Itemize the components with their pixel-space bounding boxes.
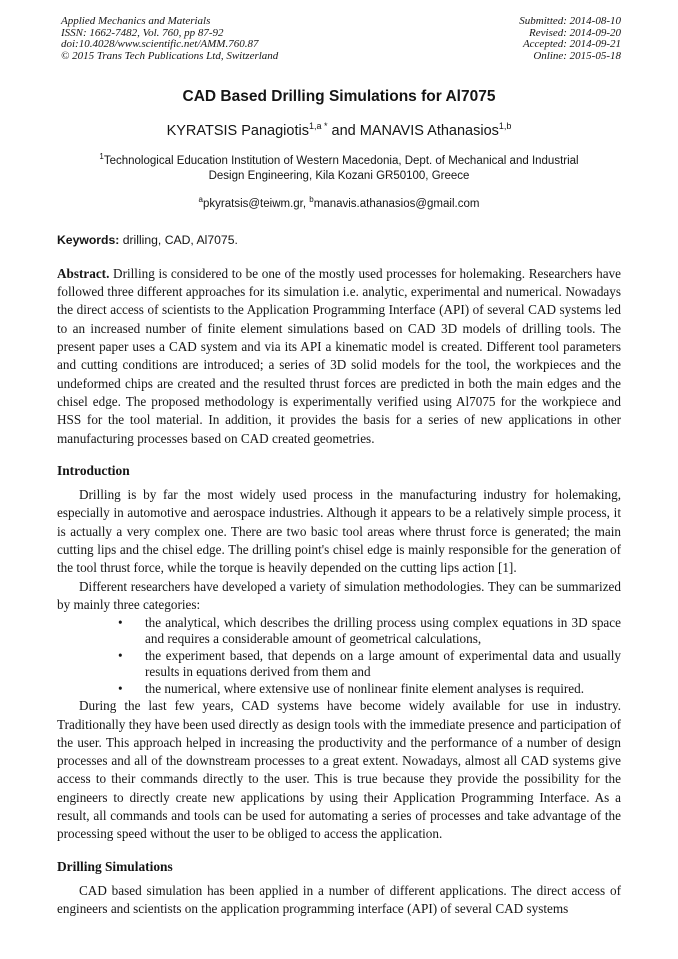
paper-title: CAD Based Drilling Simulations for Al7075 <box>182 88 496 106</box>
introduction-paragraph-2: Different researchers have developed a variety of simulation methodologies. They can be summarized by mainly three categories: <box>57 578 621 612</box>
bullet-text-experiment: the experiment based, that depends on a large amount of experimental data and usually results in equations derived from them and <box>145 648 621 680</box>
author-1: KYRATSIS Panagiotis <box>166 123 309 140</box>
affiliation <box>57 149 621 184</box>
journal-copyright: © 2015 Trans Tech Publications Ltd, Switzerland <box>61 49 279 62</box>
email-a: pkyratsis@teiwm.gr, <box>203 197 307 210</box>
introduction-heading: Introduction <box>57 462 130 478</box>
bullet-text-analytical: the analytical, which describes the drilling process using complex equations in 3D space and requires a considerable amount of geometrical calculations, <box>145 615 621 647</box>
affiliation-superscript: 1 <box>99 152 104 162</box>
date-accepted: Accepted: 2014-09-21 <box>522 38 621 51</box>
affiliation-line-2: Design Engineering, Kila Kozani GR50100, Greece <box>208 170 470 183</box>
journal-header-right <box>519 16 621 62</box>
journal-header <box>61 16 621 62</box>
simulation-categories-list <box>57 615 621 697</box>
authors-line <box>57 117 621 140</box>
bullet-icon: • <box>118 681 123 697</box>
author-emails <box>57 192 621 212</box>
journal-header-left <box>61 16 278 62</box>
date-online: Online: 2015-05-18 <box>533 49 621 62</box>
author-1-superscript: 1,a * <box>308 121 328 132</box>
email-b-superscript: b <box>309 195 314 205</box>
introduction-paragraph-1: Drilling is by far the most widely used process in the manufacturing industry for holemaking, especially in automotive and aerospace industries. Although it appears to be a relatively simple process, it is actually a very complex one. There are two basic tool areas where thrust force is generated; the main cutting lips and the chisel edge. The drilling point's chisel edge is mainly responsible for the generation of the tool thrust force, while the torque is heavily depended on the cutting lips action [1]. <box>57 487 621 576</box>
bullet-item-experiment <box>118 648 621 680</box>
abstract <box>57 265 621 448</box>
journal-title: Applied Mechanics and Materials <box>61 15 211 27</box>
drilling-simulations-paragraph-1: CAD based simulation has been applied in a number of different applications. The direct access of engineers and scientists on the application programming interface (API) of several CAD systems <box>57 882 621 917</box>
email-a-superscript: a <box>198 195 203 205</box>
bullet-icon: • <box>118 648 123 664</box>
bullet-item-analytical <box>118 615 621 647</box>
keywords-line <box>57 233 621 248</box>
affiliation-line-1: Technological Education Institution of Western Macedonia, Dept. of Mechanical and Industrial <box>103 155 579 168</box>
bullet-item-numerical <box>118 681 621 697</box>
journal-issn: ISSN: 1662-7482, Vol. 760, pp 87-92 <box>61 26 224 39</box>
introduction-paragraph-3: During the last few years, CAD systems have become widely available for use in industry. Traditionally they have been used directly as design tools with the immediate presence and participation of the user. This approach helped in increasing the productivity and the performance of a number of design processes and all of the downstream processes to a great extent. Nowadays, almost all CAD systems give access to their commands directly to the user. This is true because they provide the possibility for the engineers to directly create new applications by using their Application Programming Interface. As a result, all commands and tools can be used for automating a series of processes and take advantage of the processing speed without the user to be obliged to access the application. <box>57 698 621 842</box>
bullet-text-numerical: the numerical, where extensive use of nonlinear finite element analyses is required. <box>145 681 585 697</box>
drilling-simulations-heading: Drilling Simulations <box>57 858 173 874</box>
author-2-superscript: 1,b <box>498 121 512 132</box>
date-submitted: Submitted: 2014-08-10 <box>519 15 621 27</box>
bullet-icon: • <box>118 615 123 631</box>
author-2: MANAVIS Athanasios <box>359 123 499 140</box>
keywords-value: drilling, CAD, Al7075. <box>122 232 238 247</box>
keywords-label: Keywords: <box>57 232 120 247</box>
journal-doi: doi:10.4028/www.scientific.net/AMM.760.87 <box>61 38 259 51</box>
date-revised: Revised: 2014-09-20 <box>529 26 621 39</box>
email-b: manavis.athanasios@gmail.com <box>313 197 480 210</box>
abstract-label: Abstract. <box>57 265 110 281</box>
authors-connector: and <box>327 123 360 140</box>
abstract-text: Drilling is considered to be one of the mostly used processes for holemaking. Researchers have followed three different approaches for its simulation i.e. analytic, experimental and numerical. Nowadays the direct access of scientists to the Application Programming Interface (API) of several CAD systems led to an increased number of finite element simulations based on CAD 3D models of drilling tools. The present paper uses a CAD system and via its API a kinematic model is created. Different tool parameters and cutting conditions are introduced; a series of 3D solid models for the tool, the workpieces and the undeformed chips are created and the resulted thrust forces are predicted in both the main edges and the chisel edge. The proposed methodology is experimentally verified using Al7075 for the workpiece and HSS for the tool material. In addition, it provides the basis for a series of new applications in other manufacturing processes based on CAD created geometries. <box>57 265 621 446</box>
